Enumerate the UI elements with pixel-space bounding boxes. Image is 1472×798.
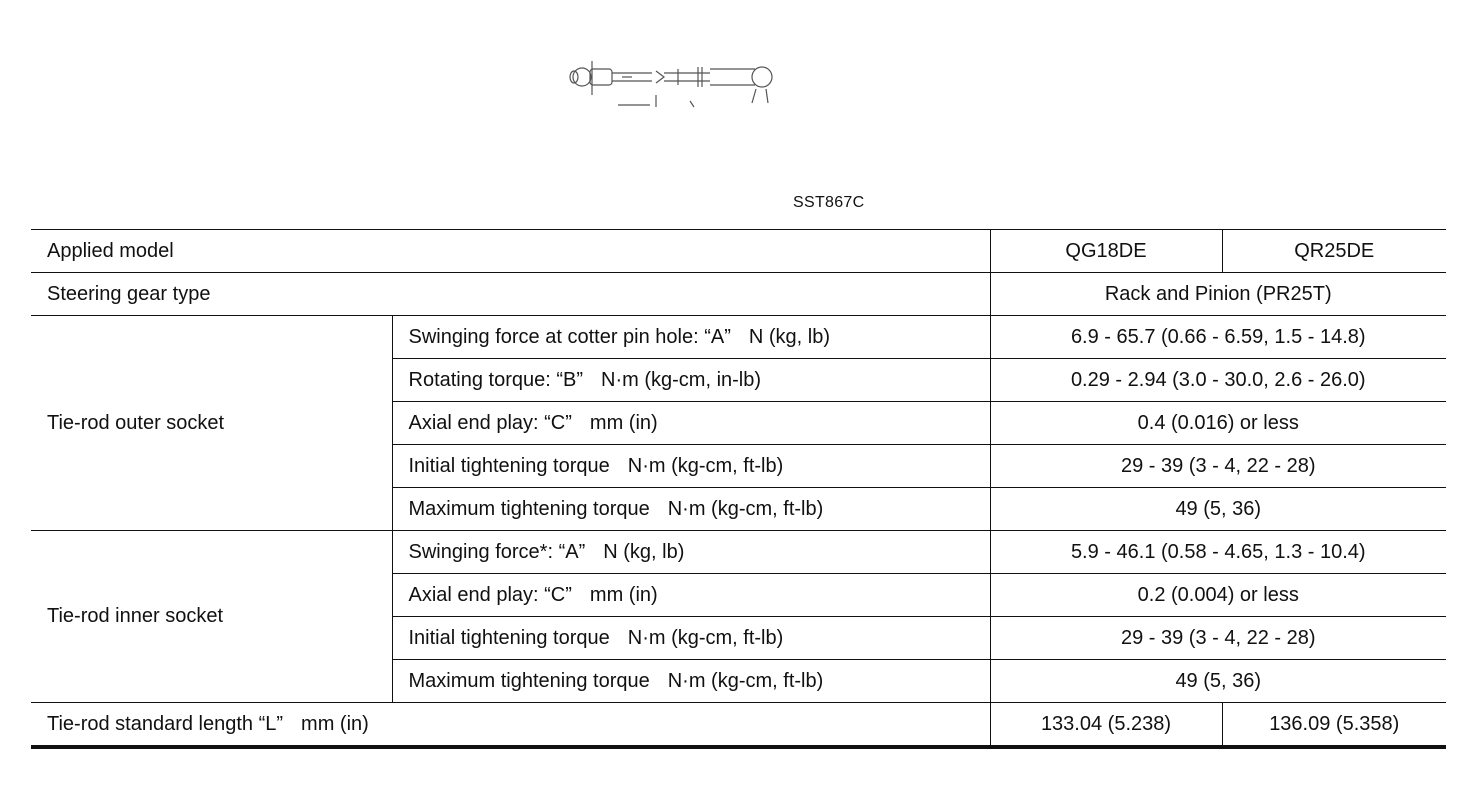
spec-unit: N·m (kg-cm, ft-lb) bbox=[627, 626, 784, 649]
inner-socket-shape bbox=[752, 67, 772, 87]
header-row bbox=[31, 230, 1446, 273]
tie-rod-illustration bbox=[560, 55, 785, 115]
spec-name: Swinging force*: “A” bbox=[408, 540, 586, 563]
spec-unit: N·m (kg-cm, ft-lb) bbox=[627, 454, 784, 477]
spec-value: 6.9 - 65.7 (0.66 - 6.59, 1.5 - 14.8) bbox=[990, 316, 1446, 359]
gear-type-label: Steering gear type bbox=[31, 273, 990, 316]
figure-code: SST867C bbox=[793, 194, 865, 211]
spec-name-cell bbox=[392, 660, 990, 703]
spec-unit: mm (in) bbox=[589, 583, 658, 606]
gear-type-row bbox=[31, 273, 1446, 316]
spec-name: Swinging force at cotter pin hole: “A” bbox=[408, 325, 731, 348]
spec-name: Maximum tightening torque bbox=[408, 497, 650, 520]
spec-value: 29 - 39 (3 - 4, 22 - 28) bbox=[990, 617, 1446, 660]
spec-unit: mm (in) bbox=[589, 411, 658, 434]
spec-unit: N (kg, lb) bbox=[603, 540, 685, 563]
length-row bbox=[31, 703, 1446, 748]
length-label-cell bbox=[31, 703, 990, 748]
spec-value: 5.9 - 46.1 (0.58 - 4.65, 1.3 - 10.4) bbox=[990, 531, 1446, 574]
spec-value: 0.29 - 2.94 (3.0 - 30.0, 2.6 - 26.0) bbox=[990, 359, 1446, 402]
spec-unit: N (kg, lb) bbox=[748, 325, 831, 348]
spec-name-cell bbox=[392, 531, 990, 574]
spec-name: Maximum tightening torque bbox=[408, 669, 650, 692]
spec-unit: N·m (kg-cm, in-lb) bbox=[601, 368, 762, 391]
spec-unit: N·m (kg-cm, ft-lb) bbox=[667, 669, 824, 692]
spec-name-cell bbox=[392, 316, 990, 359]
length-unit: mm (in) bbox=[301, 712, 369, 735]
spec-unit: N·m (kg-cm, ft-lb) bbox=[667, 497, 824, 520]
spec-value: 29 - 39 (3 - 4, 22 - 28) bbox=[990, 445, 1446, 488]
outer-socket-shape bbox=[573, 68, 591, 86]
model-qg18de: QG18DE bbox=[990, 230, 1222, 273]
length-qg18de: 133.04 (5.238) bbox=[990, 703, 1222, 748]
length-label: Tie-rod standard length “L” bbox=[47, 712, 284, 735]
spec-name: Initial tightening torque bbox=[408, 454, 610, 477]
outer-socket-label: Tie-rod outer socket bbox=[31, 316, 392, 531]
applied-model-label: Applied model bbox=[31, 230, 990, 273]
inner-socket-label: Tie-rod inner socket bbox=[31, 531, 392, 703]
spec-value: 0.2 (0.004) or less bbox=[990, 574, 1446, 617]
spec-name-cell bbox=[392, 488, 990, 531]
spec-name: Rotating torque: “B” bbox=[408, 368, 584, 391]
spec-name-cell bbox=[392, 402, 990, 445]
spec-name-cell bbox=[392, 574, 990, 617]
spec-value: 49 (5, 36) bbox=[990, 660, 1446, 703]
spec-value: 49 (5, 36) bbox=[990, 488, 1446, 531]
length-qr25de: 136.09 (5.358) bbox=[1222, 703, 1446, 748]
steering-spec-table bbox=[31, 229, 1446, 749]
gear-type-value: Rack and Pinion (PR25T) bbox=[990, 273, 1446, 316]
spec-name-cell bbox=[392, 445, 990, 488]
spec-name-cell bbox=[392, 617, 990, 660]
table-row bbox=[31, 316, 1446, 359]
spec-name-cell bbox=[392, 359, 990, 402]
table-row bbox=[31, 531, 1446, 574]
spec-name: Axial end play: “C” bbox=[408, 583, 572, 606]
spec-name: Axial end play: “C” bbox=[408, 411, 572, 434]
spec-value: 0.4 (0.016) or less bbox=[990, 402, 1446, 445]
model-qr25de: QR25DE bbox=[1222, 230, 1446, 273]
spec-name: Initial tightening torque bbox=[408, 626, 610, 649]
